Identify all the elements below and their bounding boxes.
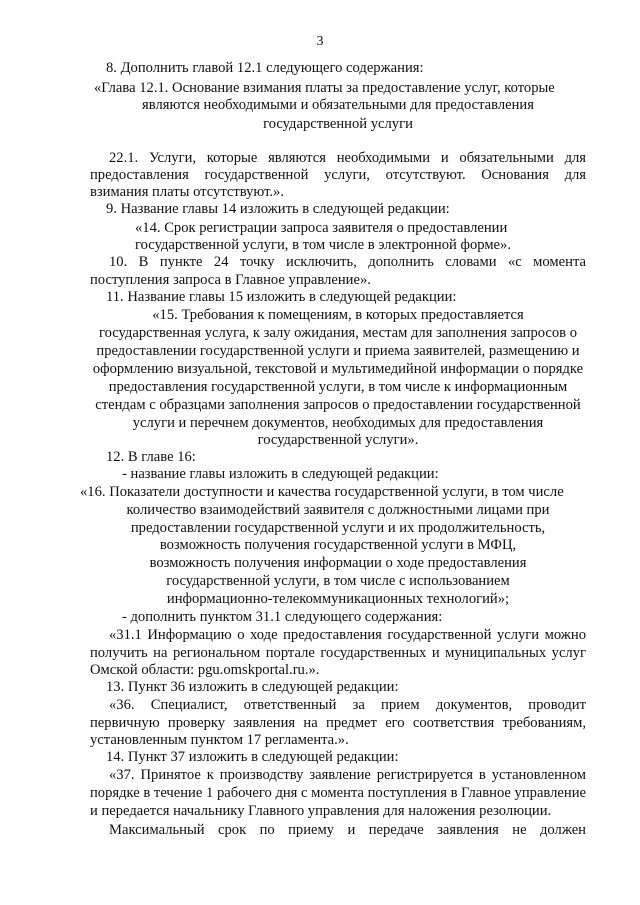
text-line: предоставления государственной услуги, отсутствуют. Основания для (90, 167, 586, 183)
text-line: 13. Пункт 36 изложить в следующей редакции: (106, 679, 399, 695)
text-line: государственной услуги (263, 116, 413, 132)
text-line: государственной услуги, в том числе в электронной форме». (135, 237, 511, 253)
text-line: 11. Название главы 15 изложить в следующей редакции: (106, 289, 457, 305)
text-line: «Глава 12.1. Основание взимания платы за предоставление услуг, которые (94, 80, 555, 96)
text-line: «14. Срок регистрации запроса заявителя о предоставлении (135, 220, 508, 236)
text-line: предоставления государственной услуги, в том числе к информационным (108, 379, 568, 395)
text-line: стендам с образцами заполнения запросов о предоставлении государственной (95, 397, 581, 413)
text-line: - дополнить пунктом 31.1 следующего содержания: (122, 609, 443, 625)
text-line: возможность получения государственной услуги в МФЦ, (159, 537, 517, 553)
text-line: поступления запроса в Главное управление». (90, 272, 371, 288)
text-line: 14. Пункт 37 изложить в следующей редакции: (106, 749, 399, 765)
text-line: являются необходимыми и обязательными для предоставления (142, 97, 534, 113)
text-line: и передается начальнику Главного управления для наложения резолюции. (90, 803, 552, 819)
text-line: государственной услуги, в том числе с использованием (166, 573, 510, 589)
text-line: 8. Дополнить главой 12.1 следующего содержания: (106, 60, 424, 76)
text-line: «16. Показатели доступности и качества государственной услуги, в том числе (80, 484, 564, 500)
text-line: порядке в течение 1 рабочего дня с момента поступления в Главное управление (90, 785, 586, 801)
text-line: «31.1 Информацию о ходе предоставления государственной услуги можно (109, 627, 586, 643)
text-line: возможность получения информации о ходе предоставления (149, 555, 527, 571)
text-line: предоставлении государственной услуги и их продолжительность, (130, 520, 546, 536)
text-line: информационно-телекоммуникационных технологий»; (166, 591, 510, 607)
text-line: «37. Принятое к производству заявление регистрируется в установленном (109, 767, 586, 783)
text-line: - название главы изложить в следующей редакции: (122, 466, 439, 482)
text-line: Максимальный срок по приему и передаче заявления не должен (109, 822, 586, 838)
text-line: 12. В главе 16: (106, 449, 196, 465)
text-line: услуги и перечнем документов, необходимых для предоставления (132, 415, 544, 431)
text-line: количество взаимодействий заявителя с должностными лицами при (126, 502, 550, 518)
text-line: 10. В пункте 24 точку исключить, дополнить словами «с момента (109, 254, 586, 270)
text-line: государственная услуга, к залу ожидания, местам для заполнения запросов о (98, 325, 578, 341)
text-line: предоставлении государственной услуги и приема заявителей, размещению и (96, 343, 580, 359)
page-number: 3 (316, 34, 324, 49)
text-line: Омской области: pgu.omskportal.ru.». (90, 662, 320, 678)
text-line: первичную проверку заявления на предмет его соответствия требованиям, (90, 715, 586, 731)
text-line: взимания платы отсутствуют.». (90, 184, 285, 200)
text-line: «15. Требования к помещениям, в которых предоставляется (152, 307, 524, 323)
text-line: «36. Специалист, ответственный за прием документов, проводит (109, 697, 586, 713)
text-line: 22.1. Услуги, которые являются необходимыми и обязательными для (109, 150, 586, 166)
text-line: установленным пунктом 17 регламента.». (90, 732, 349, 748)
text-line: 9. Название главы 14 изложить в следующей редакции: (106, 201, 450, 217)
text-line: государственной услуги». (257, 432, 419, 448)
text-line: получить на региональном портале государственных и муниципальных услуг (90, 645, 586, 661)
text-line: оформлению визуальной, текстовой и мультимедийной информации о порядке (92, 361, 584, 377)
